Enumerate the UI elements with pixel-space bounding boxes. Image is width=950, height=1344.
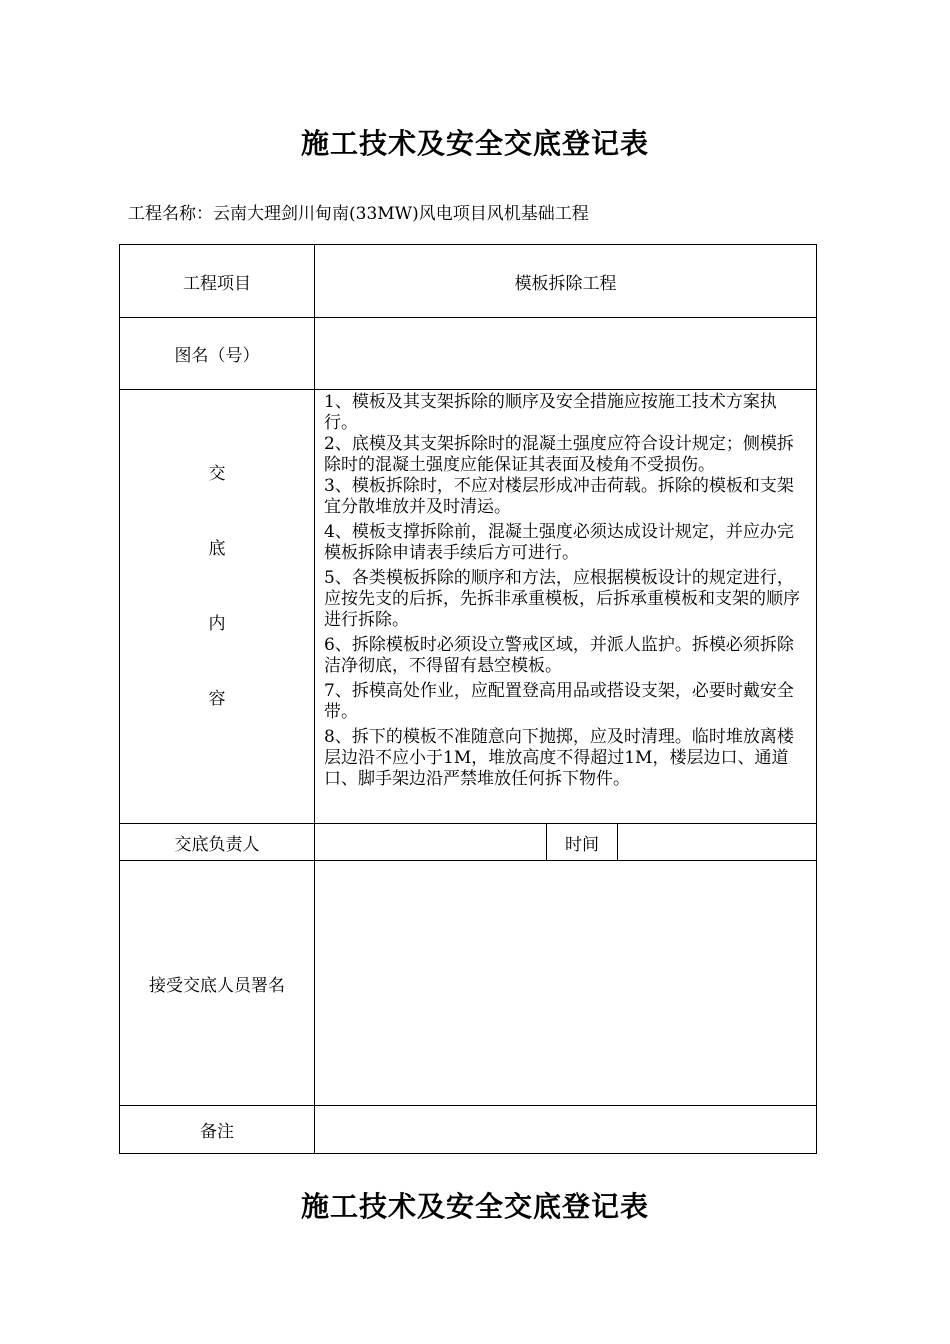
content-label-char: 内 xyxy=(208,613,226,634)
content-item: 6、拆除模板时必须设立警戒区域，并派人监护。拆模必须拆除洁净彻底，不得留有悬空模板。 xyxy=(324,635,794,676)
content-label-char: 容 xyxy=(208,688,226,709)
row-remarks xyxy=(120,1106,817,1154)
content-label xyxy=(120,390,315,824)
next-page-title: 施工技术及安全交底登记表 xyxy=(300,1190,649,1223)
signatures-label: 接受交底人员署名 xyxy=(120,861,315,1106)
content-item: 3、模板拆除时，不应对楼层形成冲击荷载。拆除的模板和支架宜分散堆放并及时清运。 xyxy=(324,476,794,517)
time-label: 时间 xyxy=(547,824,618,861)
content-body xyxy=(315,390,817,824)
content-item: 2、底模及其支架拆除时的混凝土强度应符合设计规定；侧模拆除时的混凝土强度应能保证其表面及棱角不受损伤。 xyxy=(324,434,794,475)
content-label-char: 交 xyxy=(208,463,226,484)
responsible-label: 交底负责人 xyxy=(120,824,315,861)
row-responsible xyxy=(120,824,817,861)
row-project-item xyxy=(120,245,817,318)
content-item: 4、模板支撑拆除前，混凝土强度必须达成设计规定，并应办完模板拆除申请表手续后方可进行。 xyxy=(324,522,794,563)
project-item-label: 工程项目 xyxy=(120,245,315,318)
project-name-line: 工程名称：云南大理剑川甸南(33MW)风电项目风机基础工程 xyxy=(128,204,589,224)
content-item: 5、各类模板拆除的顺序和方法，应根据模板设计的规定进行，应按先支的后拆，先拆非承重模板，后拆承重模板和支架的顺序进行拆除。 xyxy=(324,568,800,630)
drawing-label: 图名（号） xyxy=(120,318,315,390)
page-title: 施工技术及安全交底登记表 xyxy=(300,127,649,160)
drawing-value[interactable] xyxy=(315,318,817,390)
content-item: 1、模板及其支架拆除的顺序及安全措施应按施工技术方案执行。 xyxy=(324,392,777,433)
responsible-value[interactable] xyxy=(315,824,547,861)
remarks-label: 备注 xyxy=(120,1106,315,1154)
briefing-form-table xyxy=(119,244,817,1154)
row-drawing xyxy=(120,318,817,390)
time-value[interactable] xyxy=(618,824,817,861)
project-item-value[interactable]: 模板拆除工程 xyxy=(315,245,817,318)
content-item: 8、拆下的模板不准随意向下抛掷，应及时清理。临时堆放离楼层边沿不应小于1M，堆放高度不得超过1M，楼层边口、通道口、脚手架边沿严禁堆放任何拆下物件。 xyxy=(324,727,794,789)
content-item: 7、拆模高处作业，应配置登高用品或搭设支架，必要时戴安全带。 xyxy=(324,681,794,722)
remarks-value[interactable] xyxy=(315,1106,817,1154)
signatures-value[interactable] xyxy=(315,861,817,1106)
row-signatures xyxy=(120,861,817,1106)
content-label-char: 底 xyxy=(208,538,226,559)
row-content xyxy=(120,390,817,824)
